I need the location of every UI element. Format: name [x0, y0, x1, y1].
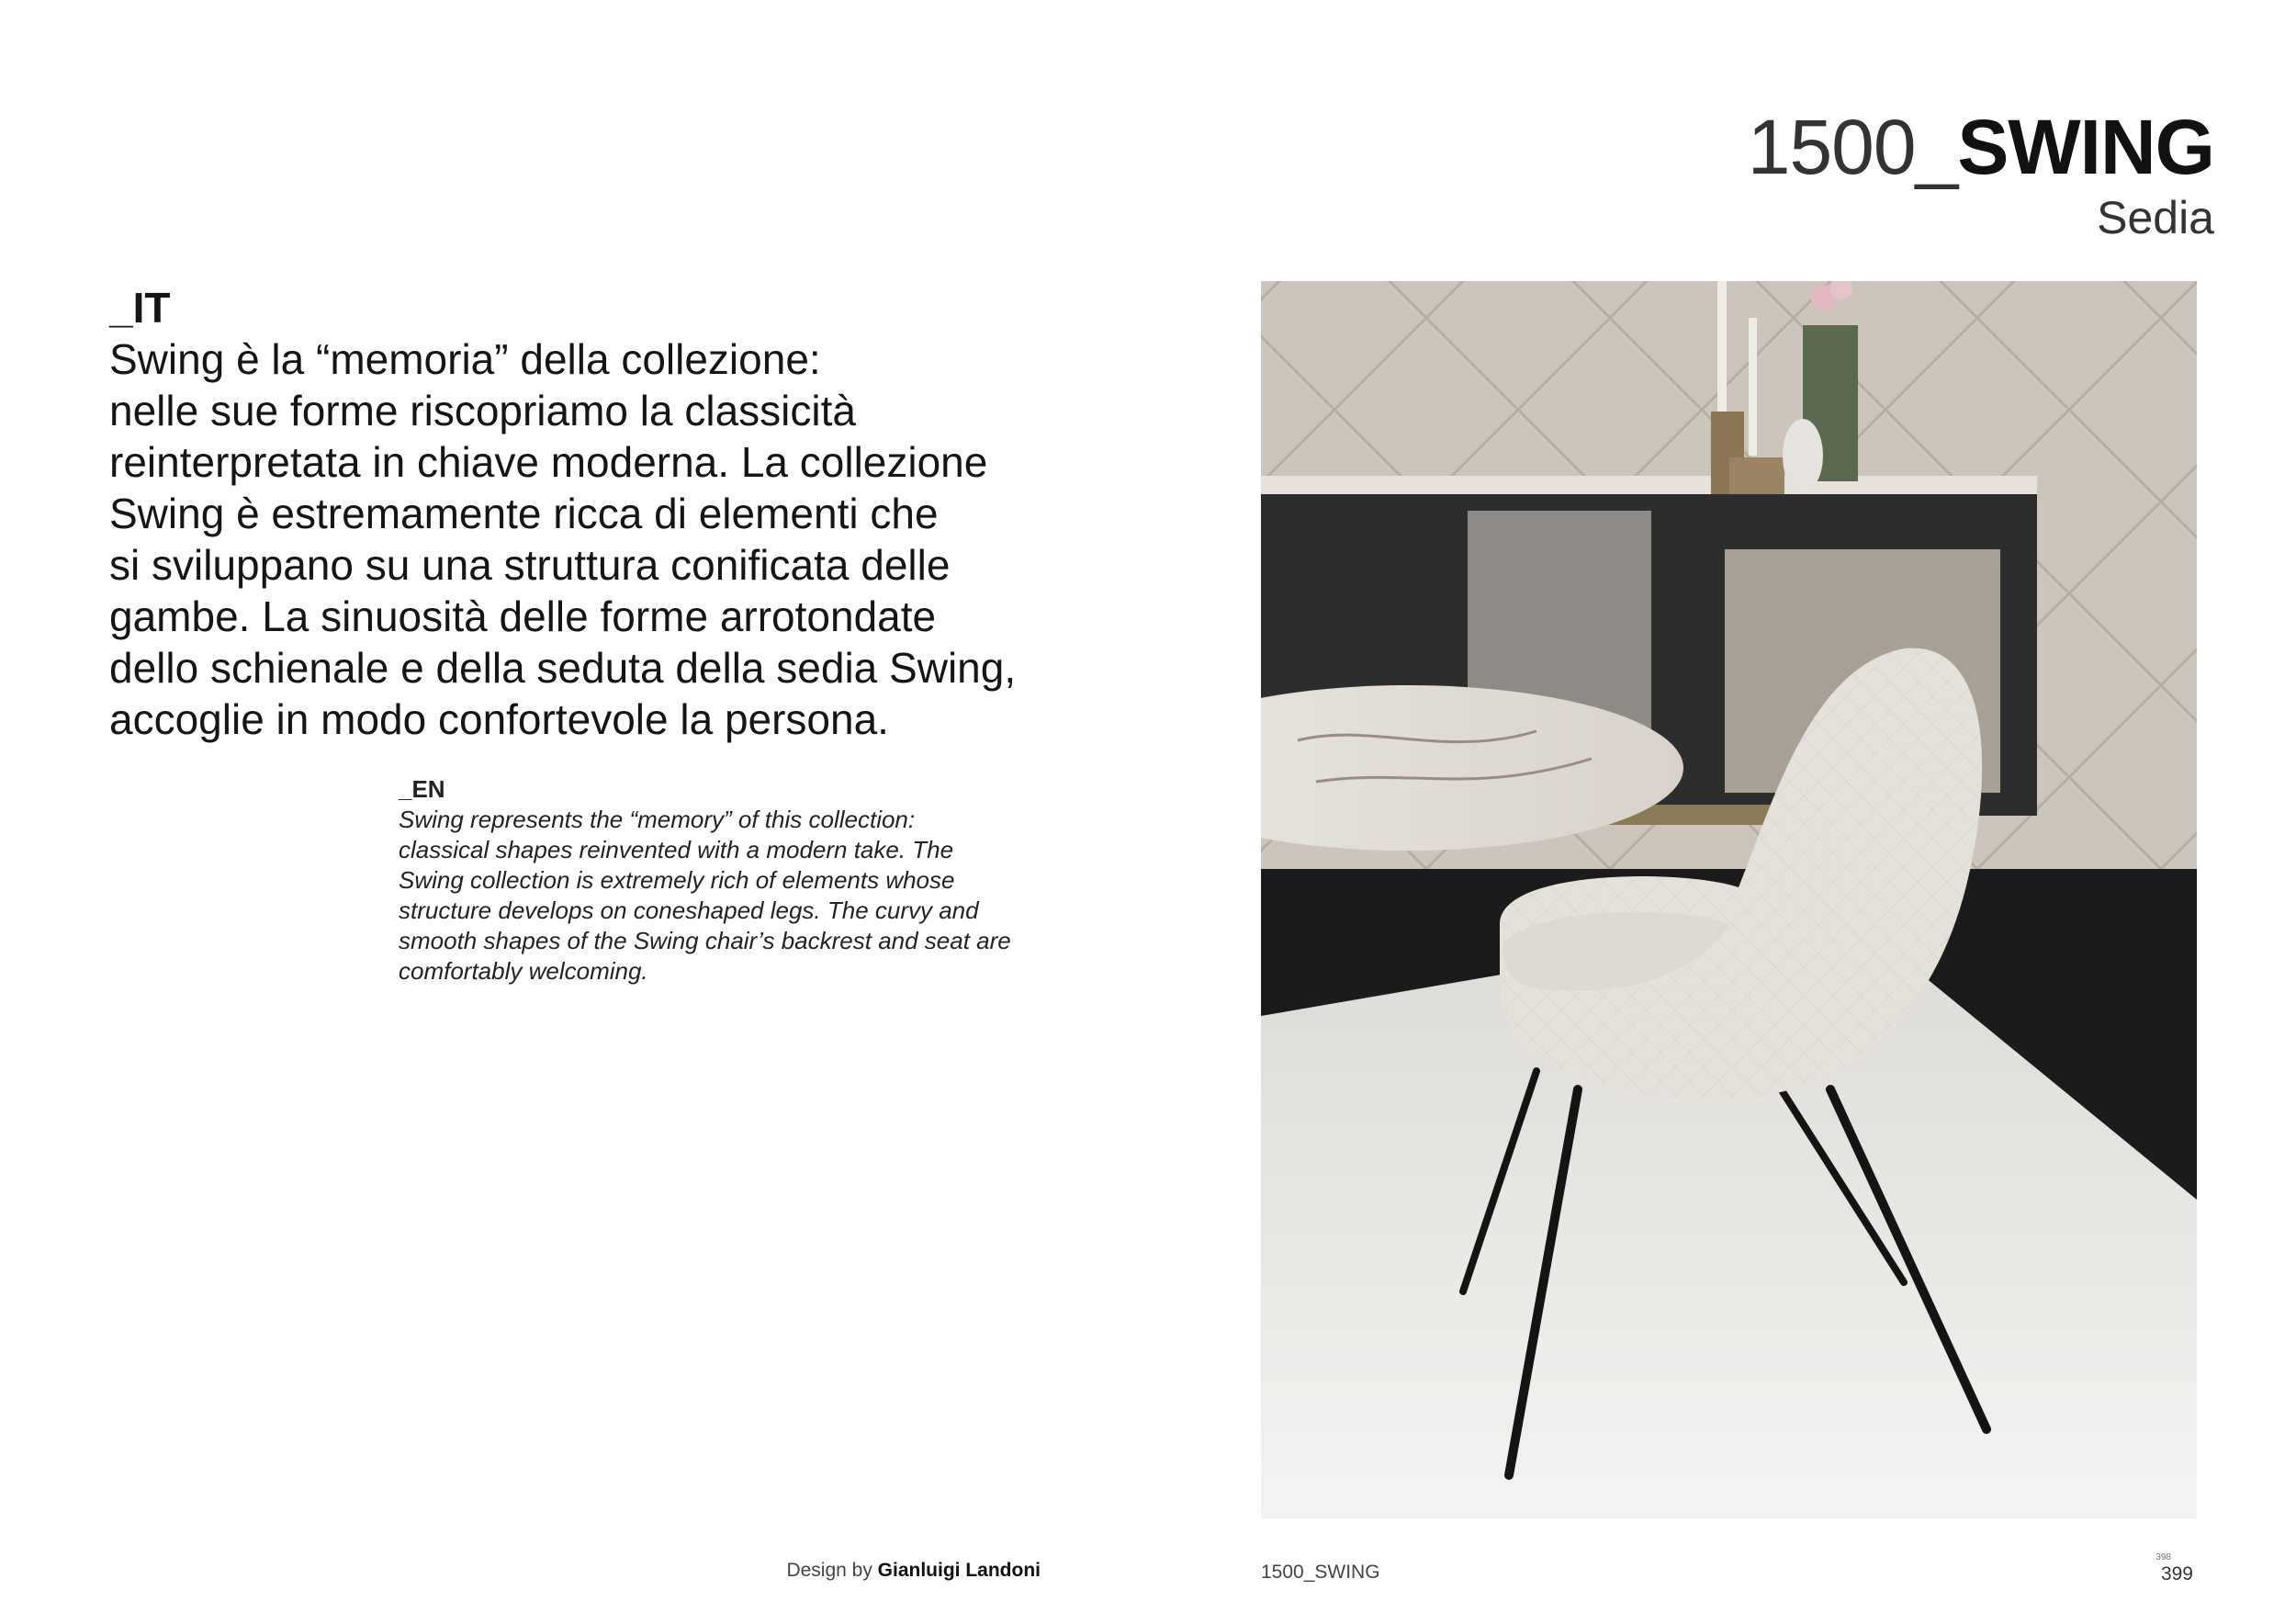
- en-line: comfortably welcoming.: [399, 957, 648, 985]
- designer-credit: [786, 1560, 1041, 1582]
- en-line: classical shapes reinvented with a modern take. The: [399, 836, 954, 863]
- product-title: [1747, 104, 2214, 190]
- it-line: reinterpretata in chiave moderna. La collezione: [109, 438, 988, 486]
- page-number: 399: [2160, 1563, 2193, 1585]
- series-label: 1500_SWING: [1261, 1562, 1380, 1583]
- it-line: accoglie in modo confortevole la persona.: [109, 695, 889, 743]
- en-line: Swing collection is extremely rich of elements whose: [399, 866, 955, 894]
- photo-candle: [1717, 281, 1727, 412]
- photo-candle: [1749, 318, 1757, 456]
- en-line: [399, 774, 1060, 835]
- italian-description: [109, 282, 1083, 745]
- it-line: Swing è estremamente ricca di elementi che: [109, 490, 939, 537]
- en-line: structure develops on coneshaped legs. The curvy and: [399, 897, 979, 924]
- language-tag-en: _EN: [399, 775, 445, 803]
- en-line-text: Swing represents the “memory” of this collection:: [399, 806, 916, 833]
- previous-page-number: 398: [2155, 1552, 2171, 1562]
- product-category: Sedia: [2097, 192, 2214, 243]
- english-description: [399, 774, 1060, 987]
- language-tag-it: _IT: [109, 284, 171, 332]
- product-code: 1500_: [1747, 104, 1958, 190]
- en-line: smooth shapes of the Swing chair’s backrest and seat are: [399, 927, 1011, 954]
- it-line: dello schienale e della seduta della sedia Swing,: [109, 644, 1017, 692]
- product-name: SWING: [1957, 104, 2214, 190]
- it-line: si sviluppano su una struttura conificata delle: [109, 541, 951, 589]
- it-line: [109, 282, 1083, 385]
- designer-credit-prefix: Design by: [786, 1560, 878, 1581]
- it-line: gambe. La sinuosità delle forme arrotondate: [109, 592, 937, 640]
- designer-name: Gianluigi Landoni: [877, 1560, 1041, 1581]
- photo-sideboard-top: [1261, 476, 2037, 494]
- photo-sculpture: [1783, 419, 1823, 492]
- it-line-text: Swing è la “memoria” della collezione:: [109, 335, 821, 383]
- product-photo: [1261, 281, 2197, 1518]
- it-line: nelle sue forme riscopriamo la classicità: [109, 387, 856, 434]
- photo-candle-base: [1729, 457, 1784, 494]
